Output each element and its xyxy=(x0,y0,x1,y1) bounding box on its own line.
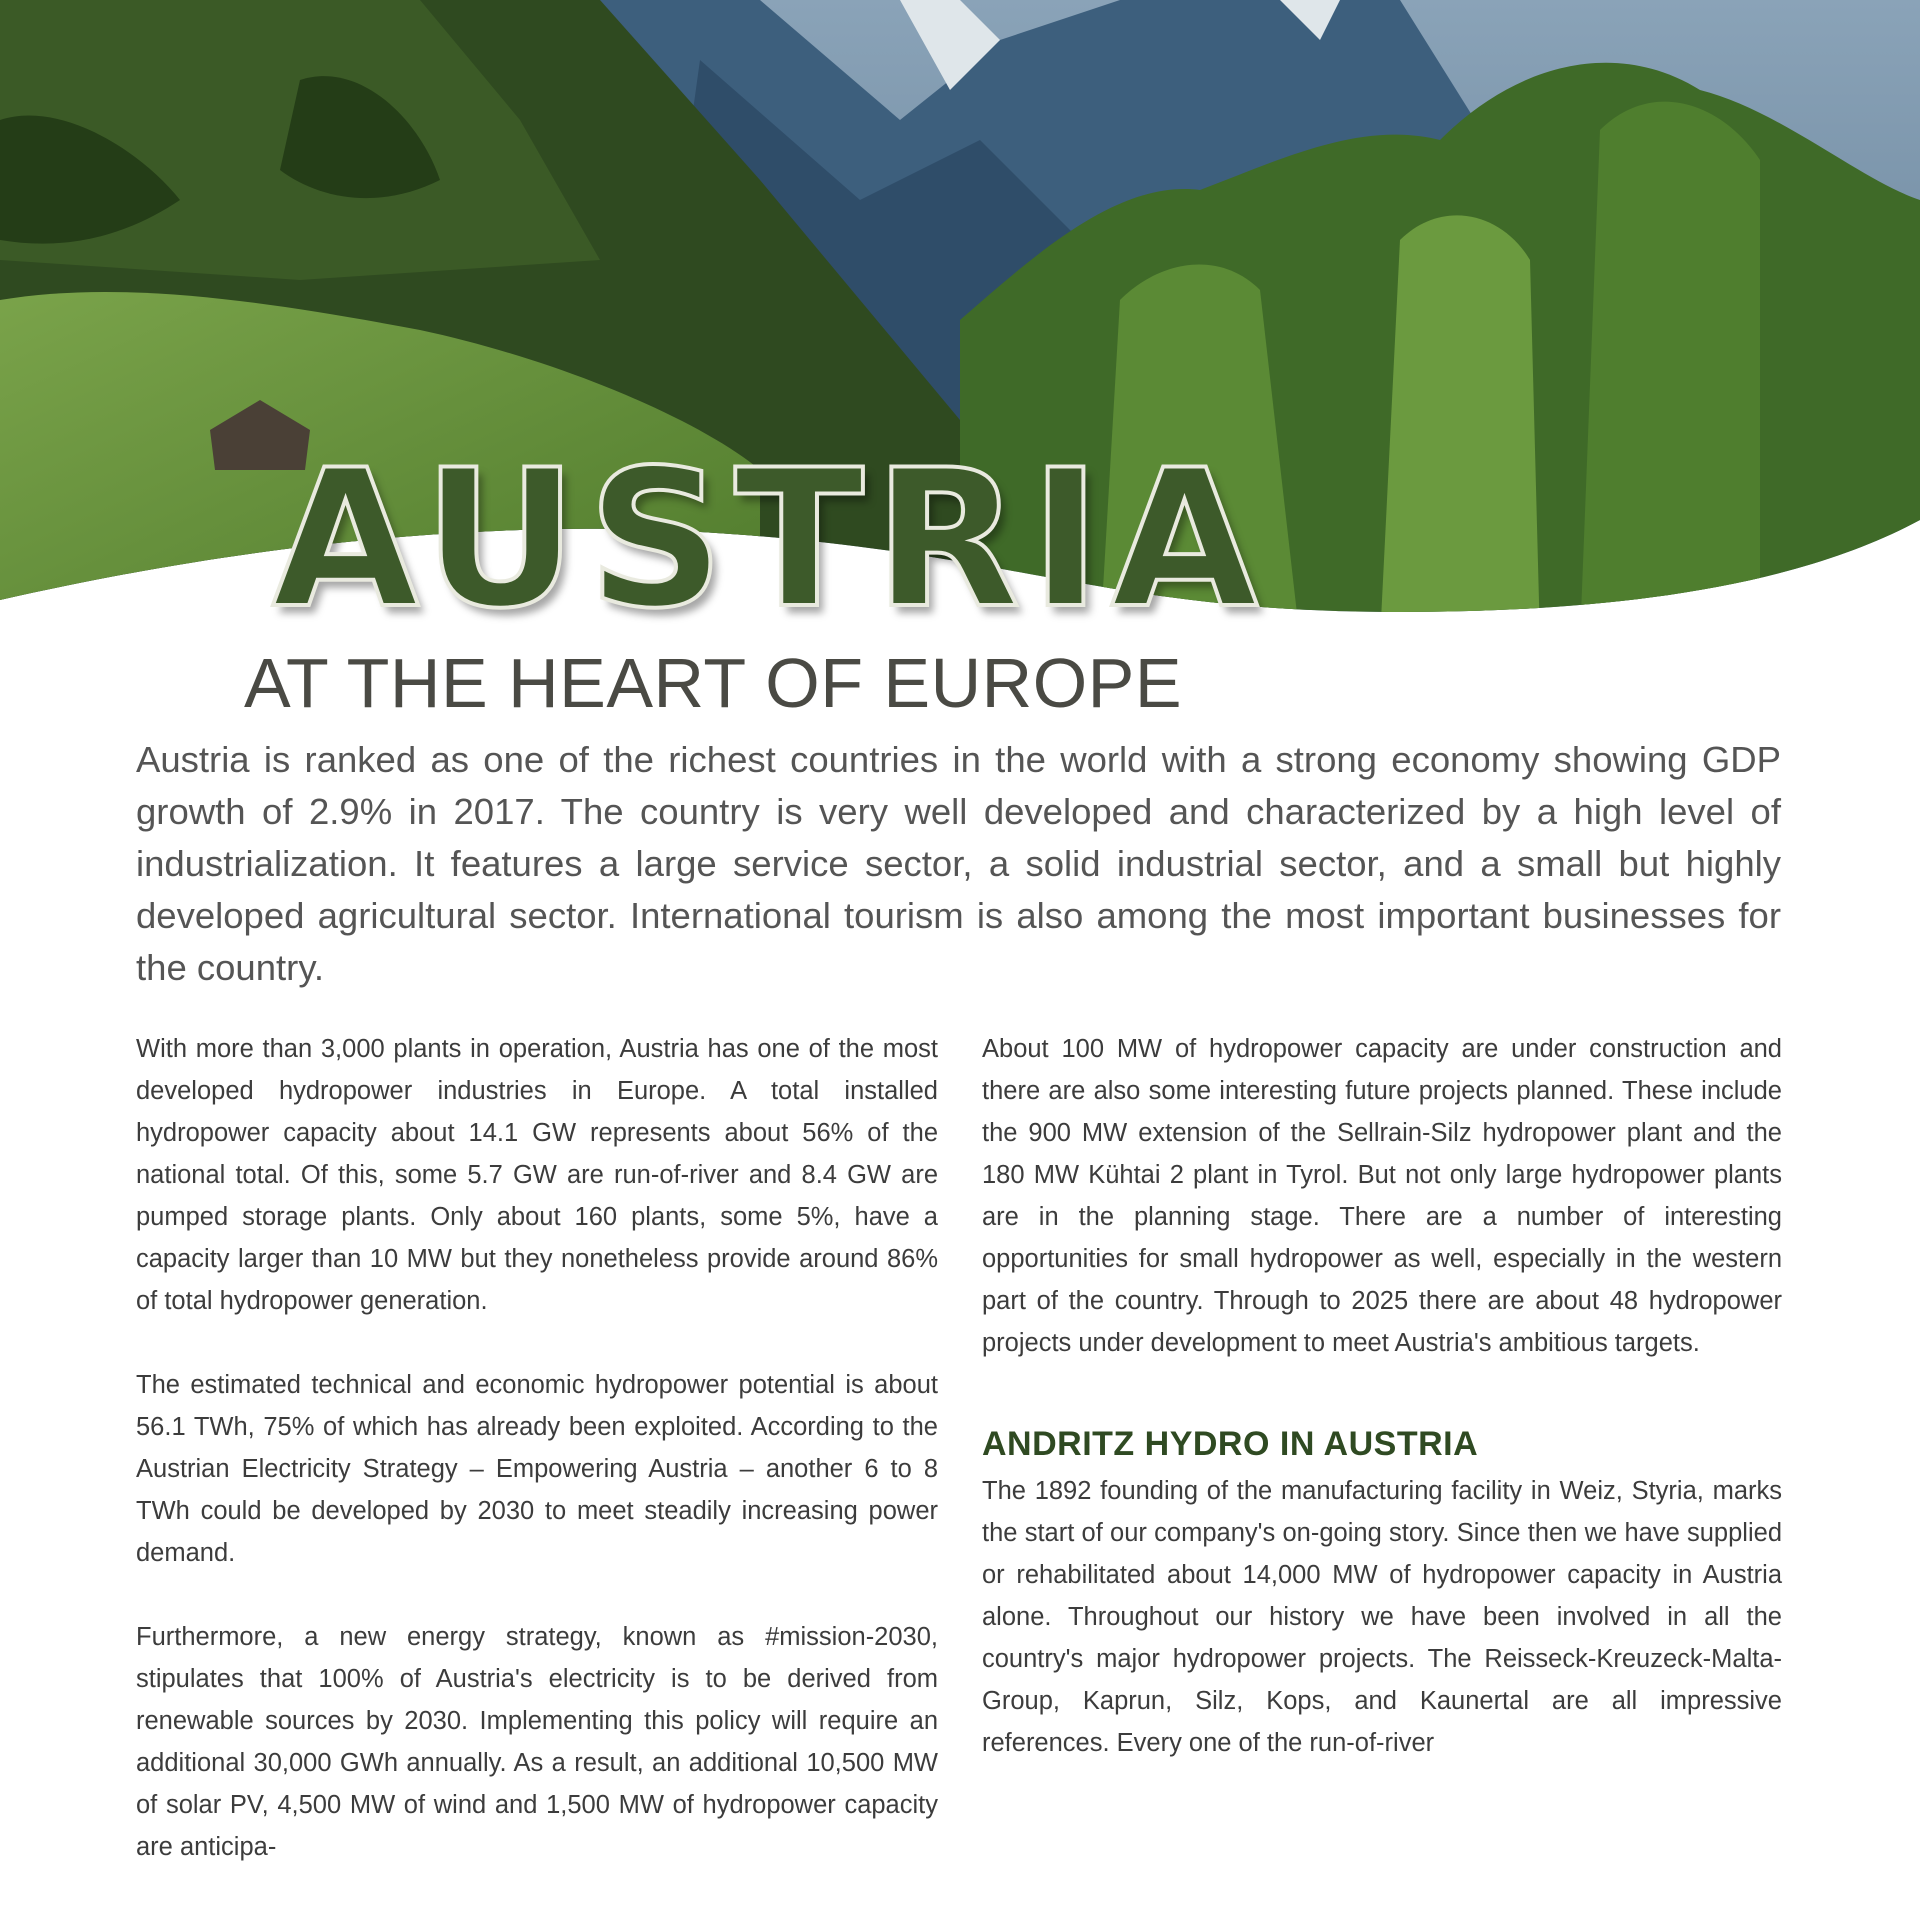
page-subtitle: AT THE HEART OF EUROPE xyxy=(244,644,1183,722)
page-title: AUSTRIA xyxy=(272,429,1268,650)
lead-paragraph: Austria is ranked as one of the richest countries in the world with a strong economy showing GDP growth of 2.9% in 2017. The country is very well developed and characterized by a high level of industrialization. It features a large service sector, a solid industrial sector, and a small but highly developed agricultural sector. International tourism is also among the most important businesses for the country. xyxy=(136,739,1781,988)
section-heading: ANDRITZ HYDRO IN AUSTRIA xyxy=(982,1425,1479,1463)
left-column xyxy=(136,1028,938,1910)
body-paragraph: About 100 MW of hydropower capacity are under construction and there are also some interesting future projects planned. These include the 900 MW extension of the Sellrain-Silz hydropower plant and the 180 MW Kühtai 2 plant in Tyrol. But not only large hydropower plants are in the planning stage. There are a number of interesting opportunities for small hydropower as well, especially in the western part of the country. Through to 2025 there are about 48 hydropower projects under development to meet Austria's ambitious targets. xyxy=(982,1035,1782,1357)
body-paragraph: The 1892 founding of the manufacturing facility in Weiz, Styria, marks the start of our company's on-going story. Since then we have supplied or rehabilitated about 14,000 MW of hydropower capacity in Austria alone. Throughout our history we have been involved in all the country's major hydropower projects. The Reisseck-Kreuzeck-Malta-Group, Kaprun, Silz, Kops, and Kaunertal are all impressive references. Every one of the run-of-river xyxy=(982,1477,1782,1757)
body-paragraph: With more than 3,000 plants in operation, Austria has one of the most developed hydropower industries in Europe. A total installed hydropower capacity about 14.1 GW represents about 56% of the national total. Of this, some 5.7 GW are run-of-river and 8.4 GW are pumped storage plants. Only about 160 plants, some 5%, have a capacity larger than 10 MW but they nonetheless provide around 86% of total hydropower generation. xyxy=(136,1035,938,1315)
body-paragraph: Furthermore, a new energy strategy, known as #mission-2030, stipulates that 100% of Austria's electricity is to be derived from renewable sources by 2030. Implementing this policy will require an additional 30,000 GWh annually. As a result, an additional 10,500 MW of solar PV, 4,500 MW of wind and 1,500 MW of hydropower capacity are anticipa- xyxy=(136,1623,938,1861)
right-column xyxy=(982,1028,1782,1806)
body-paragraph: The estimated technical and economic hydropower potential is about 56.1 TWh, 75% of which has already been exploited. According to the Austrian Electricity Strategy – Empowering Austria – another 6 to 8 TWh could be developed by 2030 to meet steadily increasing power demand. xyxy=(136,1371,938,1567)
